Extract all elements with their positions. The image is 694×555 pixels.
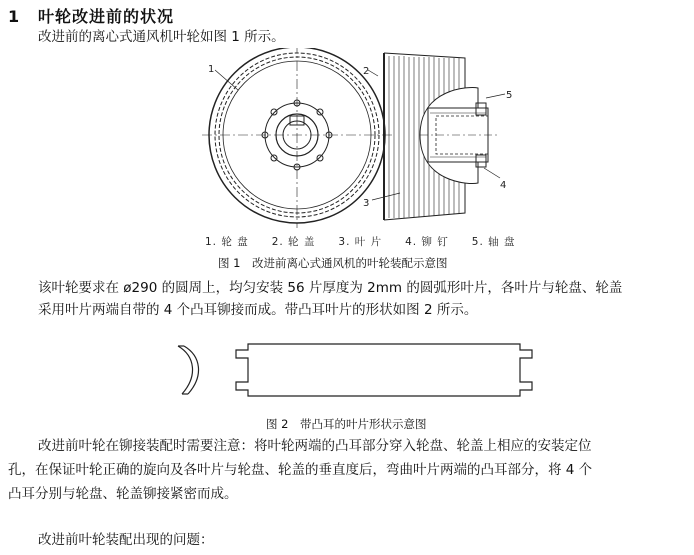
figure-2-blade-outline xyxy=(236,344,532,396)
paragraph-3-line-1: 改进前叶轮在铆接装配时需要注意：将叶轮两端的凸耳部分穿入轮盘、轮盖上相应的安装定位 xyxy=(38,438,592,454)
paragraph-3-line-2: 孔，在保证叶轮正确的旋向及各叶片与轮盘、轮盖的垂直度后，弯曲叶片两端的凸耳部分，将 4 个 xyxy=(8,462,593,478)
paragraph-2-line-2: 采用叶片两端自带的 4 个凸耳铆接而成。带凸耳叶片的形状如图 2 所示。 xyxy=(38,302,478,318)
figure-1-side-view xyxy=(368,53,505,220)
paragraph-3-line-3: 凸耳分别与轮盘、轮盖铆接紧密而成。 xyxy=(8,486,238,502)
section-number: 1 xyxy=(8,7,21,26)
paragraph-4: 改进前叶轮装配出现的问题： xyxy=(38,532,214,548)
section-title: 叶轮改进前的状况 xyxy=(38,7,175,26)
callout-3: 3 xyxy=(363,198,370,209)
paragraph-2-line-1: 该叶轮要求在 ø290 的圆周上，均匀安装 56 片厚度为 2mm 的圆弧形叶片，各叶片与轮盘、轮盖 xyxy=(38,280,623,296)
figure-1-caption: 图 1 改进前离心式通风机的叶轮装配示意图 xyxy=(218,256,448,270)
callout-1: 1 xyxy=(208,64,215,75)
section-heading xyxy=(8,4,174,27)
callout-2: 2 xyxy=(363,66,370,77)
figure-2-drawing xyxy=(0,336,694,406)
figure-2-caption: 图 2 带凸耳的叶片形状示意图 xyxy=(266,417,427,431)
figure-1-parts-legend: 1. 轮 盘 2. 轮 盖 3. 叶 片 4. 铆 钉 5. 轴 盘 xyxy=(205,236,516,248)
callout-4: 4 xyxy=(500,180,507,191)
paragraph-intro: 改进前的离心式通风机叶轮如图 1 所示。 xyxy=(38,29,285,45)
figure-2-blade-cross-section xyxy=(178,346,199,394)
callout-5: 5 xyxy=(506,90,513,101)
